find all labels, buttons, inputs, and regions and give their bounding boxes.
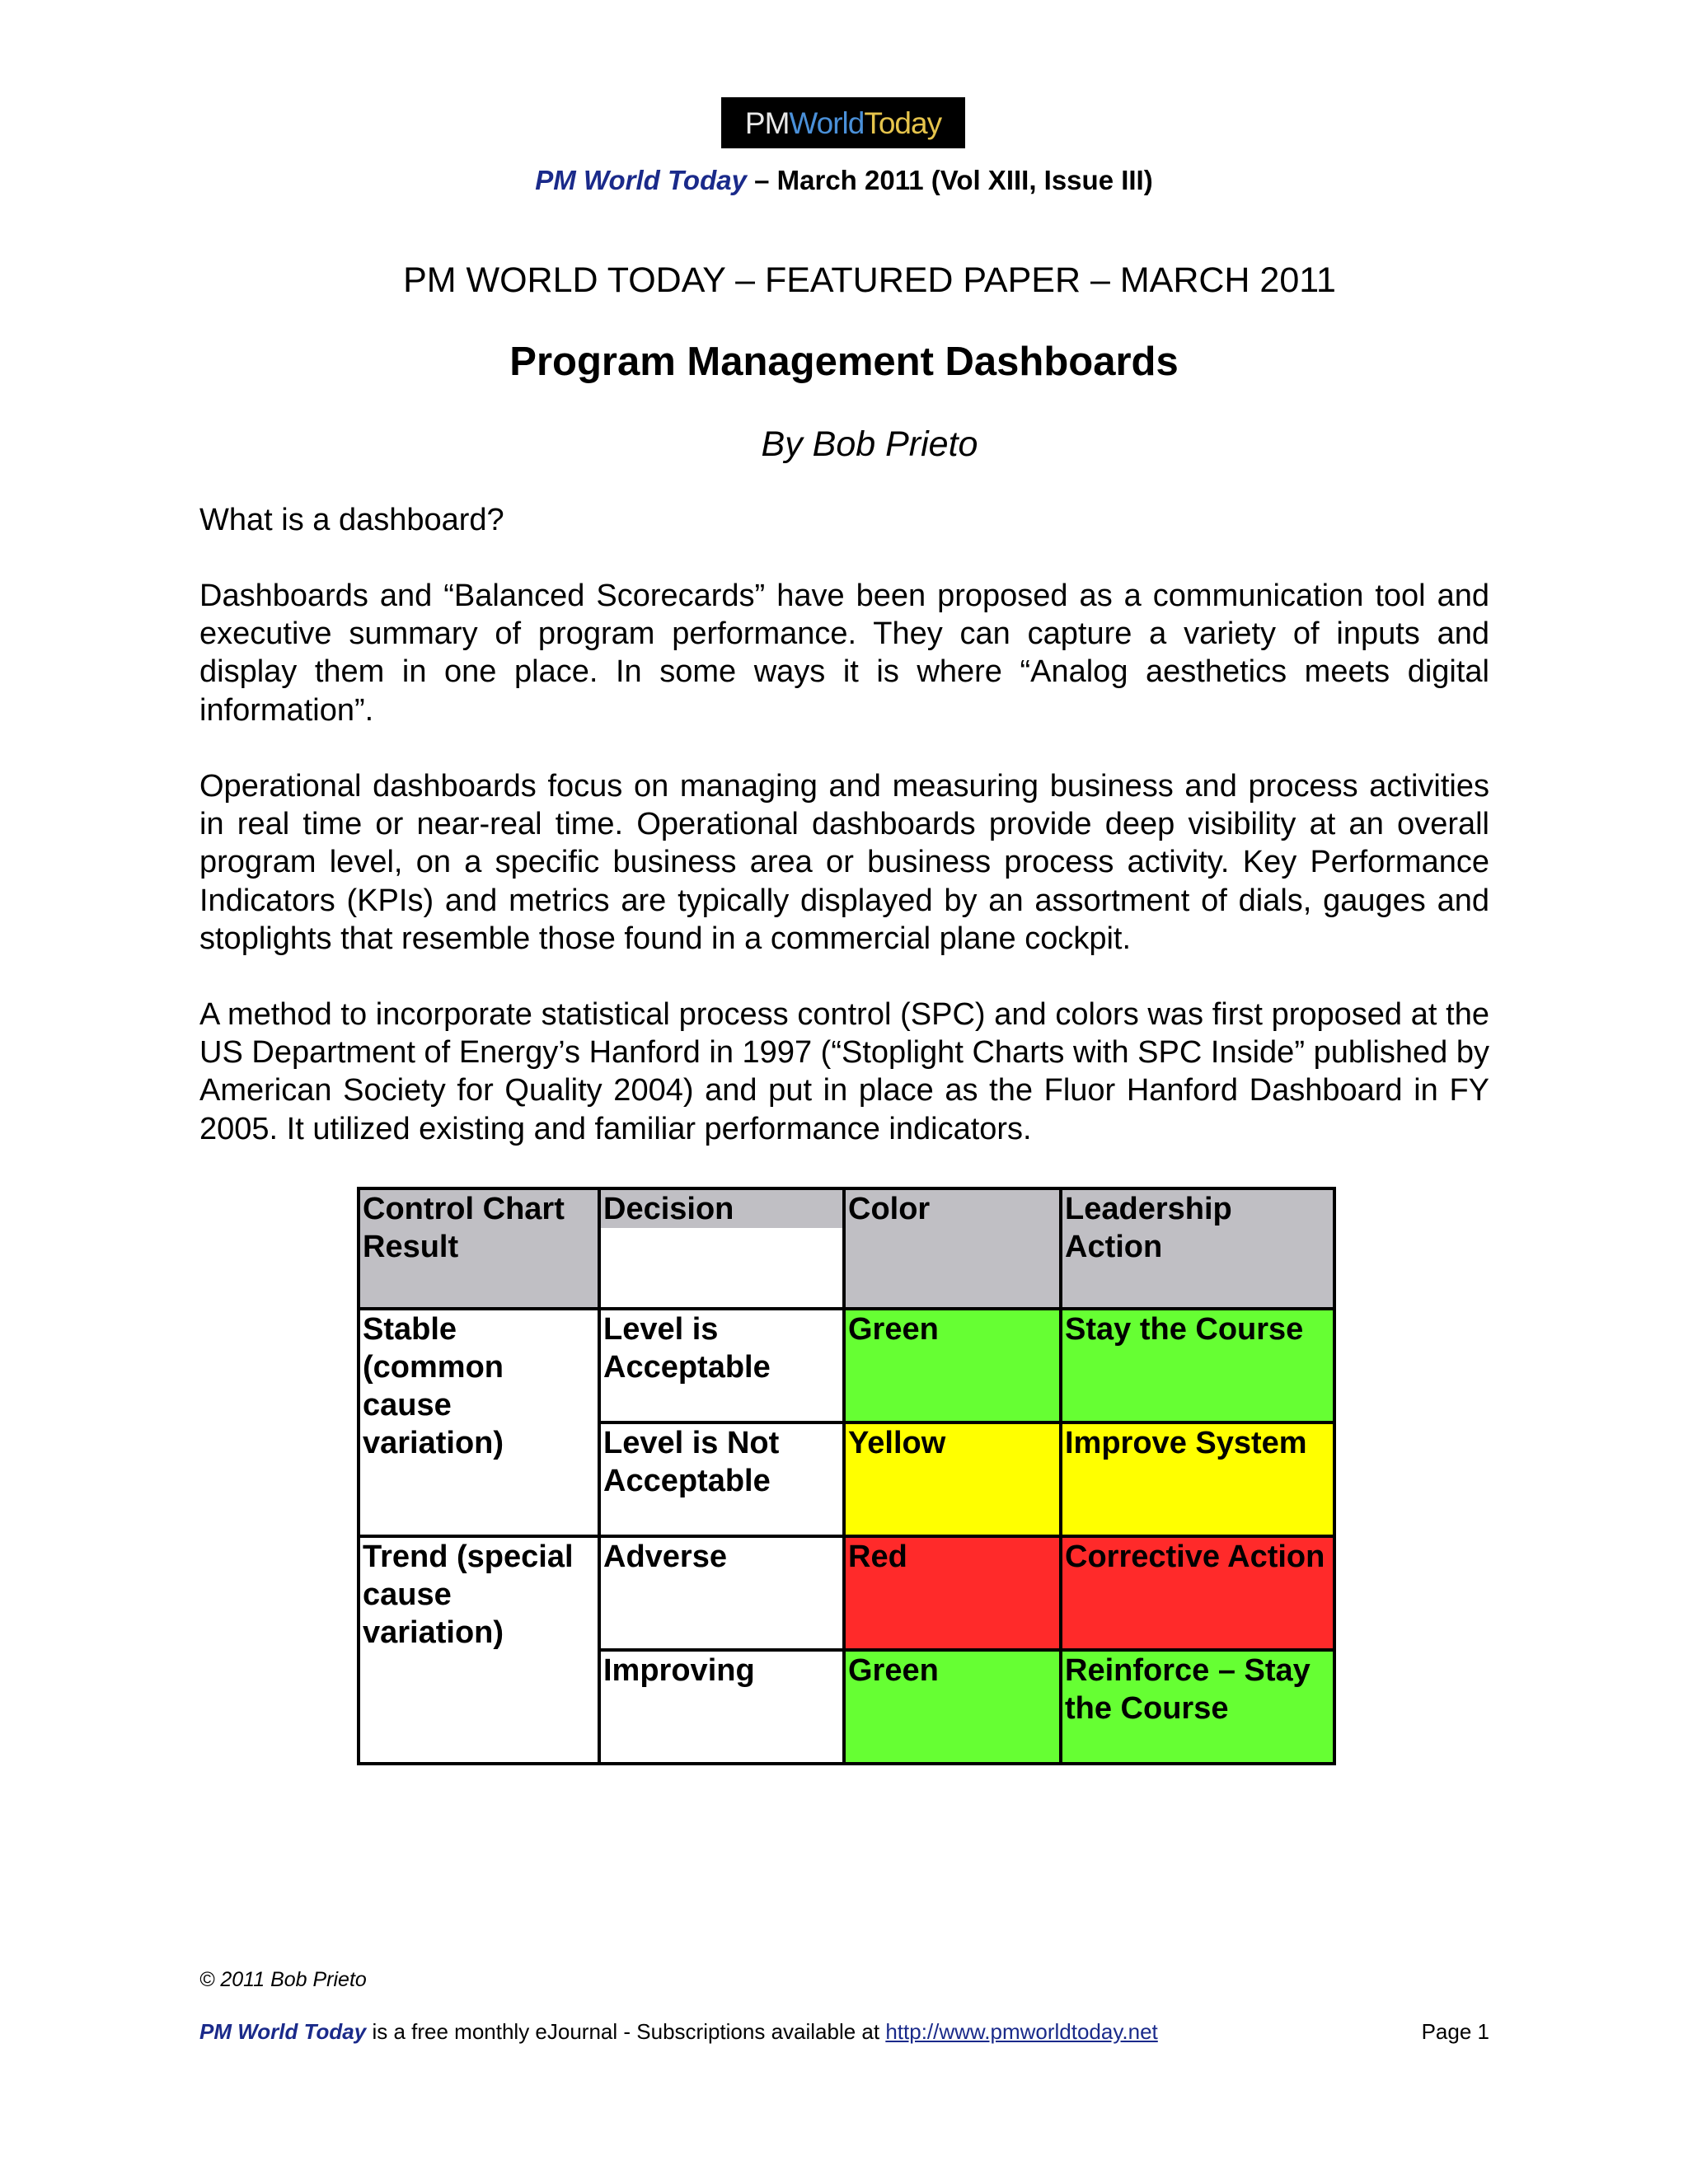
table-row xyxy=(359,1309,1334,1422)
result-cell-trend: Trend (special cause variation) xyxy=(359,1536,599,1764)
pm-world-today-logo xyxy=(721,97,965,148)
decision-cell: Level is Not Acceptable xyxy=(599,1422,844,1536)
logo-world-text: World xyxy=(789,105,865,140)
subscription-link[interactable]: http://www.pmworldtoday.net xyxy=(885,2019,1158,2044)
action-cell: Corrective Action xyxy=(1061,1536,1334,1650)
table-header-row xyxy=(359,1188,1334,1309)
issue-line xyxy=(0,165,1688,196)
table-row xyxy=(359,1536,1334,1650)
copyright-notice: © 2011 Bob Prieto xyxy=(199,1968,367,1991)
footer-text: is a free monthly eJournal - Subscriptions available at xyxy=(366,2019,886,2044)
stoplight-decision-table xyxy=(357,1187,1336,1765)
page-number: Page 1 xyxy=(1421,2019,1489,2044)
decision-cell: Adverse xyxy=(599,1536,844,1650)
color-cell-yellow: Yellow xyxy=(844,1422,1061,1536)
decision-cell: Level is Acceptable xyxy=(599,1309,844,1422)
issue-brand: PM World Today xyxy=(535,165,747,195)
page-footer xyxy=(199,2019,1489,2045)
decision-cell: Improving xyxy=(599,1650,844,1764)
header-color: Color xyxy=(844,1188,1061,1309)
logo-pm-text: PM xyxy=(744,105,790,140)
paragraph-1: Dashboards and “Balanced Scorecards” have been proposed as a communication tool and executive summary of program performance. They can capture a variety of inputs and display them in one place. In some ways it is where “Analog aesthetics meets digital information”. xyxy=(199,579,1489,728)
color-cell-red: Red xyxy=(844,1536,1061,1650)
header-leadership-action: Leadership Action xyxy=(1061,1188,1334,1309)
paragraph-3: A method to incorporate statistical process control (SPC) and colors was first proposed at the US Department of Energy’s Hanford in 1997 (“Stoplight Charts with SPC Inside” published by American Society for Quality 2004) and put in place as the Fluor Hanford Dashboard in FY 2005. It utilized existing and familiar performance indicators. xyxy=(199,997,1489,1146)
color-cell-green: Green xyxy=(844,1309,1061,1422)
color-cell-green: Green xyxy=(844,1650,1061,1764)
paragraph-2: Operational dashboards focus on managing and measuring business and process activities in real time or near-real time. Operational dashboards provide deep visibility at an overall program level, on a specific business area or business process activity. Key Performance Indicators (KPIs) and metrics are typically displayed by an assortment of dials, gauges and stoplights that resemble those found in a commercial plane cockpit. xyxy=(199,769,1489,956)
logo-today-text: Today xyxy=(864,105,942,140)
featured-paper-label: PM WORLD TODAY – FEATURED PAPER – MARCH 2011 xyxy=(403,260,1336,300)
section-question: What is a dashboard? xyxy=(199,503,504,537)
action-cell: Reinforce – Stay the Course xyxy=(1061,1650,1334,1764)
header-decision: Decision xyxy=(599,1188,844,1309)
result-cell-stable: Stable (common cause variation) xyxy=(359,1309,599,1536)
action-cell: Stay the Course xyxy=(1061,1309,1334,1422)
issue-details: – March 2011 (Vol XIII, Issue III) xyxy=(746,165,1153,195)
byline: By Bob Prieto xyxy=(761,424,978,464)
header-control-chart-result: Control Chart Result xyxy=(359,1188,599,1309)
action-cell: Improve System xyxy=(1061,1422,1334,1536)
paper-title: Program Management Dashboards xyxy=(509,340,1179,384)
footer-brand: PM World Today xyxy=(199,2019,367,2044)
